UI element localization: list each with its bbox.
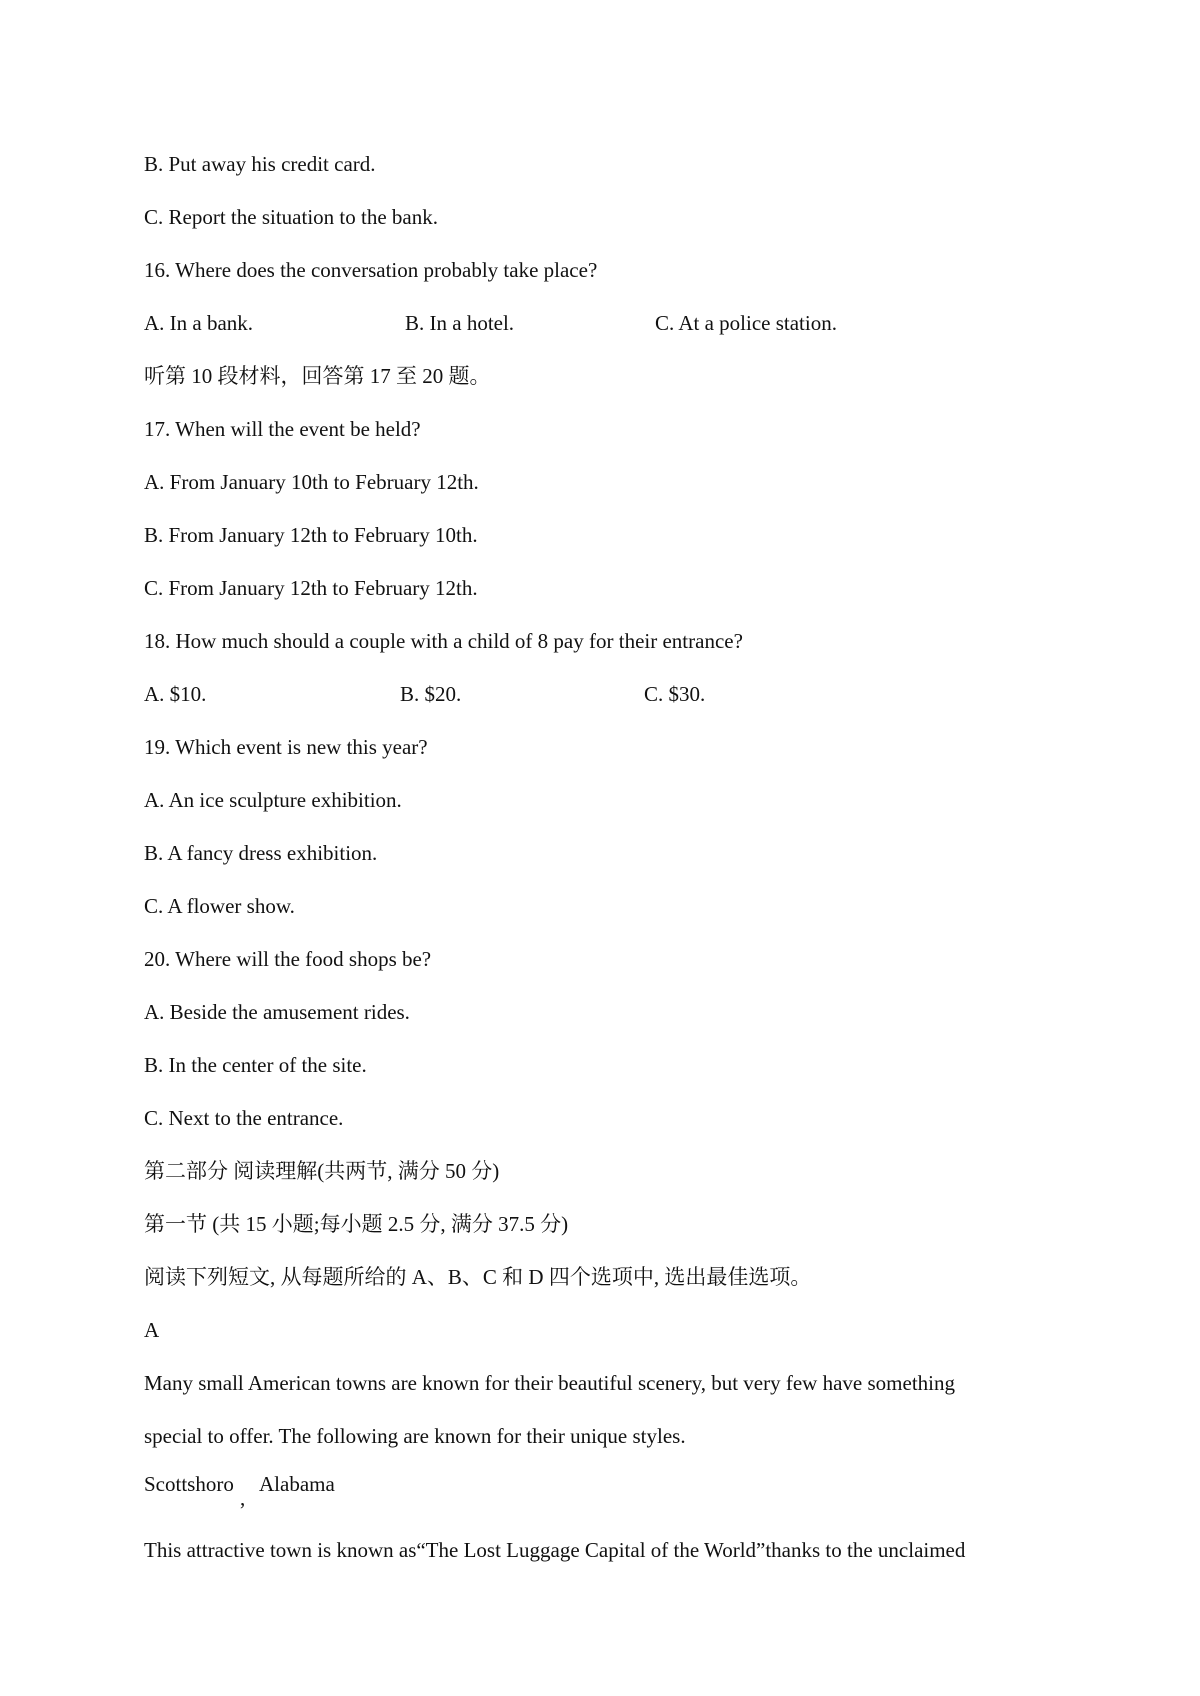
q19-question: 19. Which event is new this year? (144, 735, 428, 759)
q17-question: 17. When will the event be held? (144, 417, 421, 441)
q17-option-c: C. From January 12th to February 12th. (144, 576, 478, 600)
q15-option-b: B. Put away his credit card. (144, 152, 376, 176)
q20-option-c: C. Next to the entrance. (144, 1106, 344, 1130)
q19-option-a: A. An ice sculpture exhibition. (144, 788, 402, 812)
q19-option-b: B. A fancy dress exhibition. (144, 841, 378, 865)
passage-intro-line2: special to offer. The following are known for their unique styles. (144, 1424, 686, 1448)
q17-option-a: A. From January 10th to February 12th. (144, 470, 479, 494)
q15-option-c: C. Report the situation to the bank. (144, 205, 438, 229)
q16-option-a: A. In a bank. (144, 311, 254, 335)
q18-option-b: B. $20. (400, 682, 462, 706)
passage-label: A (144, 1318, 160, 1342)
q16-option-b: B. In a hotel. (405, 311, 515, 335)
passage-body-line1: This attractive town is known as“The Lost Luggage Capital of the World”thanks to the unclaimed (144, 1538, 966, 1562)
q16-question: 16. Where does the conversation probably take place? (144, 258, 598, 282)
q20-option-a: A. Beside the amusement rides. (144, 1000, 410, 1024)
q18-option-c: C. $30. (644, 682, 706, 706)
q20-question: 20. Where will the food shops be? (144, 947, 432, 971)
part2-heading: 第二部分 阅读理解(共两节, 满分 50 分) (144, 1159, 500, 1183)
q20-option-b: B. In the center of the site. (144, 1053, 367, 1077)
q19-option-c: C. A flower show. (144, 894, 295, 918)
part2-section1: 第一节 (共 15 小题;每小题 2.5 分, 满分 37.5 分) (144, 1212, 569, 1236)
q17-option-b: B. From January 12th to February 10th. (144, 523, 478, 547)
passage-intro-line1: Many small American towns are known for their beautiful scenery, but very few have something (144, 1371, 955, 1395)
section10-instruction: 听第 10 段材料，回答第 17 至 20 题。 (144, 364, 491, 388)
town-state: Alabama (259, 1472, 335, 1496)
q18-option-a: A. $10. (144, 682, 207, 706)
q18-question: 18. How much should a couple with a child of 8 pay for their entrance? (144, 629, 743, 653)
q16-option-c: C. At a police station. (655, 311, 837, 335)
town-comma: , (240, 1486, 246, 1510)
town-name: Scottshoro (144, 1472, 234, 1496)
part2-instruction: 阅读下列短文, 从每题所给的 A、B、C 和 D 四个选项中, 选出最佳选项。 (144, 1265, 812, 1289)
